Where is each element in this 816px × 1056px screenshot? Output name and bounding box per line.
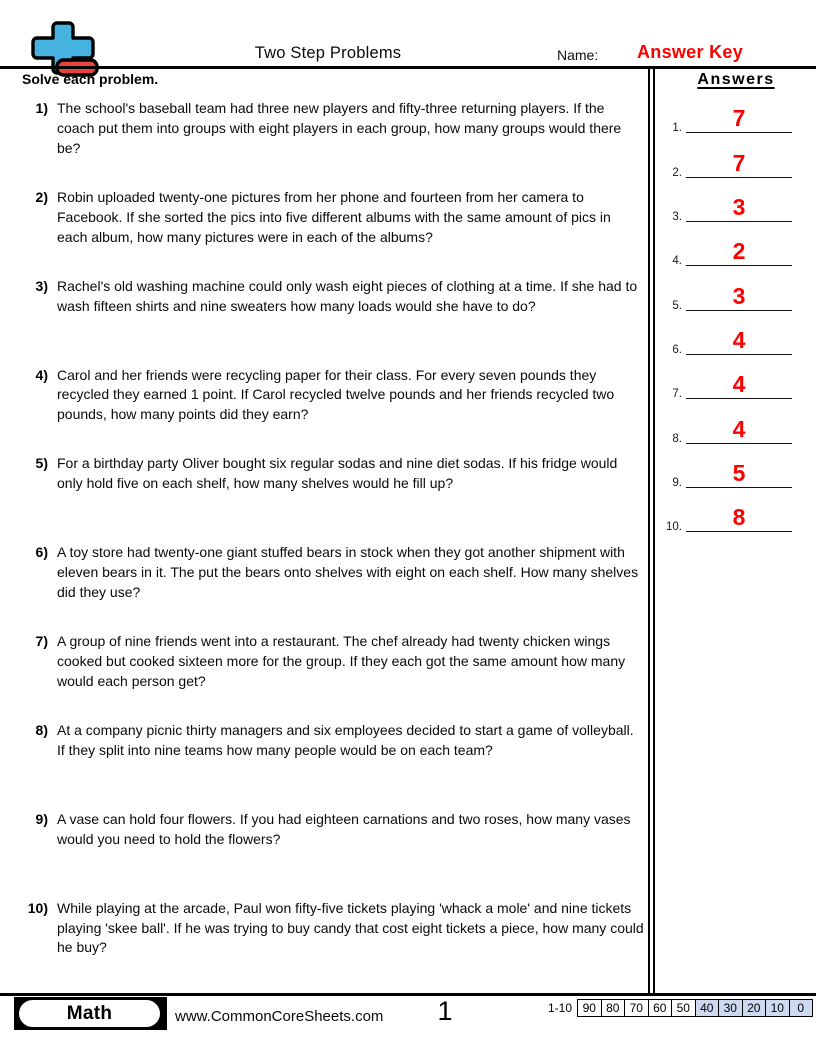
answer-number: 1. [672,122,682,135]
grading-range-label: 1-10 [547,1001,572,1015]
answer-blank-line [686,398,792,399]
grading-cells [578,999,813,1017]
problem-item [0,899,650,988]
answer-blank-line [686,354,792,355]
problem-number: 6) [35,544,48,561]
answer-number: 6. [672,344,682,357]
answer-value: 7 [732,105,746,132]
answer-item [656,225,816,269]
problem-text: Robin uploaded twenty-one pictures from her phone and fourteen from her camera to Facebook. If she sorted the pics into five different albums with the same amount of pics in each album, how many pictures were in each of the albums? [57,188,611,245]
problem-number: 4) [35,366,48,383]
answer-number: 9. [672,477,682,490]
problem-item [0,632,650,721]
problem-item [0,721,650,810]
problem-number: 9) [35,810,48,827]
answer-value: 4 [732,415,746,442]
problem-text: At a company picnic thirty managers and six employees decided to start a game of volleyball. If they split into nine teams how many people would be on each team? [57,721,634,758]
answers-list [656,92,816,535]
answer-blank-line [686,487,792,488]
answer-blank-line [686,310,792,311]
grading-score-cell: 30 [718,999,743,1017]
answer-blank-line [686,132,792,133]
problem-item [0,810,650,899]
problem-number: 3) [35,277,48,294]
answer-blank-line [686,265,792,266]
answer-number: 7. [672,388,682,401]
grading-score-cell: 70 [624,999,649,1017]
subject-label: Math [19,1000,160,1027]
problem-text: While playing at the arcade, Paul won fifty-five tickets playing 'whack a mole' and nine tickets playing 'skee ball'. If he was trying to buy candy that cost eight tickets a piece, how many could he buy? [57,899,644,956]
name-label: Name: [557,47,599,63]
grading-score-cell: 90 [577,999,602,1017]
answer-number: 5. [672,299,682,312]
answers-heading: Answers [697,71,775,88]
instruction-text: Solve each problem. [22,71,159,87]
answer-item [656,314,816,358]
problem-number: 5) [35,455,48,472]
problem-item [0,188,650,277]
answer-blank-line [686,221,792,222]
problem-item [0,543,650,632]
problem-text: Carol and her friends were recycling paper for their class. For every seven pounds they recycled they earned 1 point. If Carol recycled twelve pounds and her friends recycled two pounds, how many points did they earn? [57,366,615,423]
subject-badge [14,997,167,1030]
grading-score-cell: 0 [789,999,814,1017]
answer-value: 5 [732,460,746,487]
problem-text: For a birthday party Oliver bought six regular sodas and nine diet sodas. If his fridge would only hold five on each shelf, how many shelves would he fill up? [57,455,618,492]
problem-item [0,277,650,366]
page-number: 1 [437,996,453,1026]
answer-value: 4 [732,327,746,354]
problem-number: 2) [35,188,48,205]
website-url: www.CommonCoreSheets.com [175,1008,384,1025]
answer-item [656,92,816,136]
answer-number: 10. [666,521,682,534]
grading-score-cell: 40 [695,999,720,1017]
footer-divider-line [0,993,816,996]
problem-number: 10) [27,899,48,916]
problem-number: 1) [35,100,48,116]
answer-item [656,269,816,313]
answer-number: 3. [672,211,682,224]
problems-list [0,99,650,987]
answer-blank-line [686,531,792,532]
grading-score-cell: 10 [765,999,790,1017]
answer-value: 3 [732,282,746,309]
answer-blank-line [686,443,792,444]
answer-value: 2 [732,238,746,265]
problem-number: 8) [35,721,48,738]
problem-text: A vase can hold four flowers. If you had eighteen carnations and two roses, how many vases would you need to hold the flowers? [57,810,631,847]
header-divider-line [0,66,816,69]
grading-score-cell: 80 [601,999,626,1017]
problem-number: 7) [35,633,48,650]
page-title: Two Step Problems [254,44,402,62]
answer-item [656,447,816,491]
grading-score-cell: 50 [671,999,696,1017]
answer-item [656,136,816,180]
answer-item [656,358,816,402]
answer-item [656,402,816,446]
grading-score-cell: 20 [742,999,767,1017]
grading-score-cell: 60 [648,999,673,1017]
answer-item [656,181,816,225]
answer-value: 8 [732,504,746,531]
answer-item [656,491,816,535]
answer-number: 2. [672,166,682,179]
name-value-answer-key: Answer Key [636,42,744,62]
grading-scale [548,999,813,1017]
problem-item [0,99,650,188]
problem-text: The school's baseball team had three new players and fifty-three returning players. If the coach put them into groups with eight players in each group, how many groups would there be? [57,100,622,156]
problem-text: A toy store had twenty-one giant stuffed bears in stock when they got another shipment with eleven bears in it. The put the bears onto shelves with eight on each shelf. How many shelves did they use? [57,544,639,601]
answer-number: 8. [672,432,682,445]
problem-item [0,454,650,543]
answer-value: 4 [732,371,746,398]
answer-value: 7 [732,149,746,176]
answer-blank-line [686,177,792,178]
problem-item [0,366,650,455]
problem-text: A group of nine friends went into a restaurant. The chef already had twenty chicken wings cooked but cooked sixteen more for the group. If they each got the same amount how many would each person get? [57,633,626,689]
answer-number: 4. [672,255,682,268]
problem-text: Rachel's old washing machine could only wash eight pieces of clothing at a time. If she had to wash fifteen shirts and nine sweaters how many loads would she have to do? [57,277,638,314]
answer-value: 3 [732,194,746,221]
